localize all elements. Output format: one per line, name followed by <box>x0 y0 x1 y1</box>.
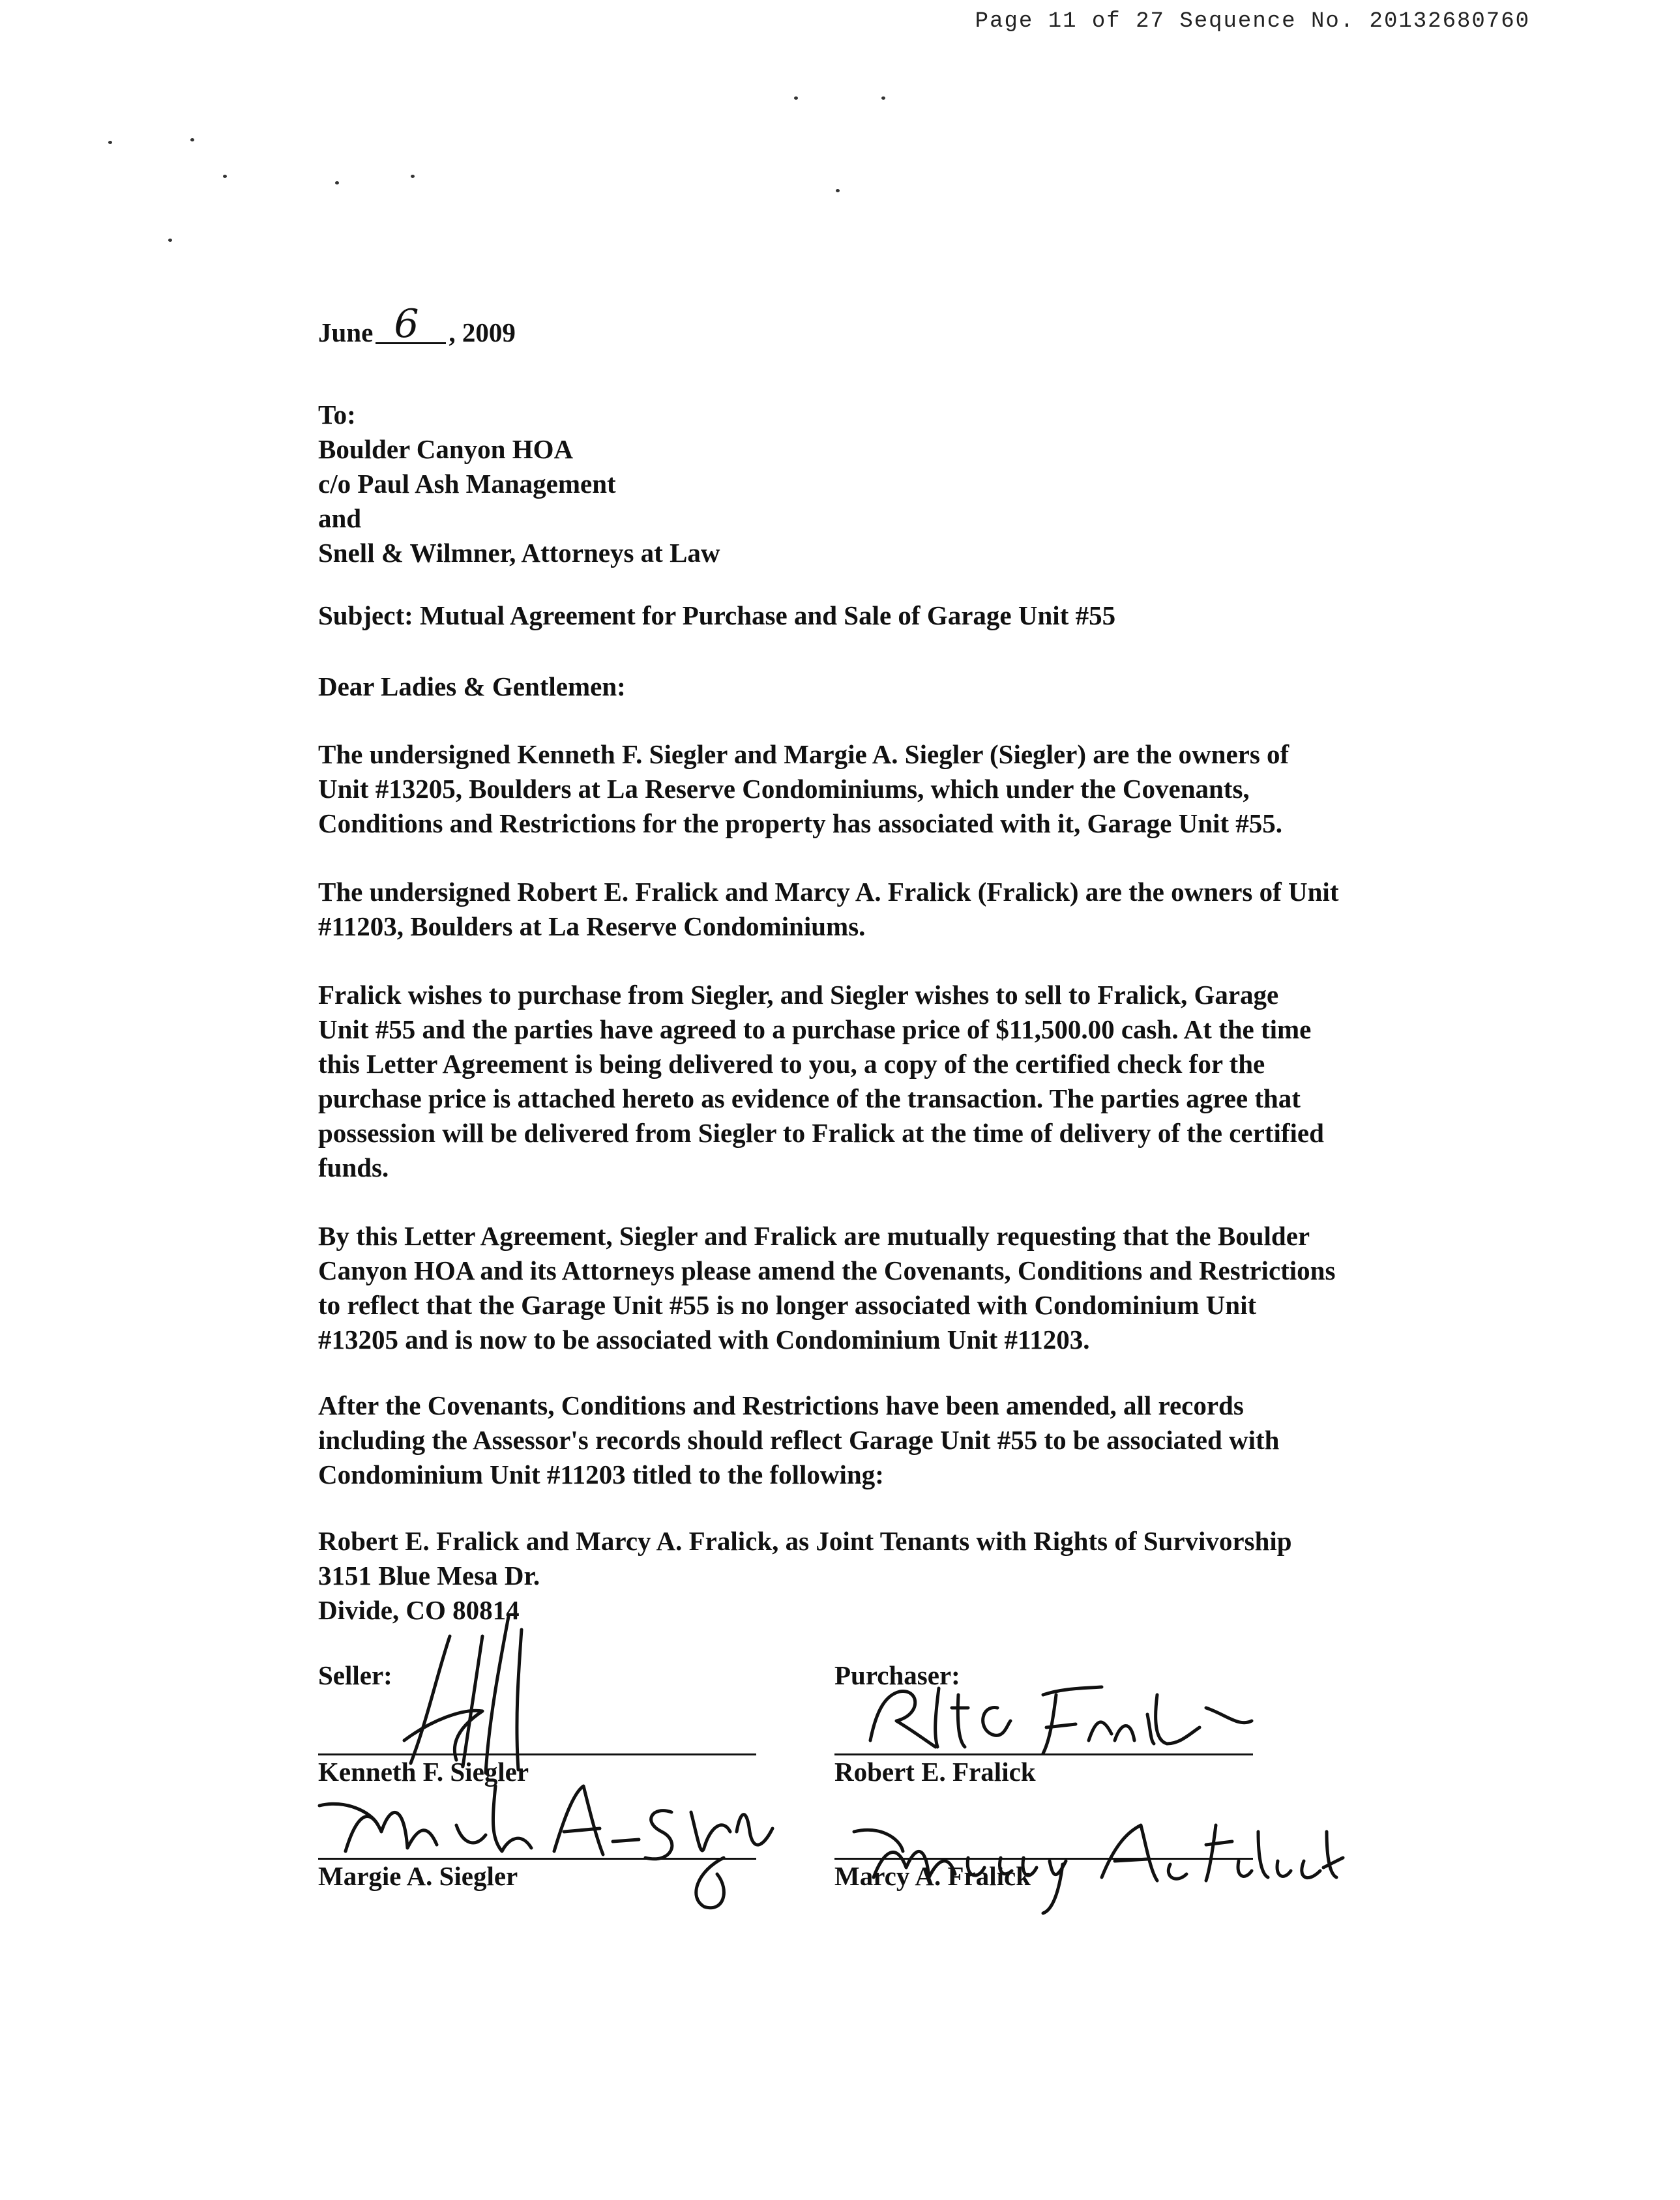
date-year: , 2009 <box>449 317 516 347</box>
salutation: Dear Ladies & Gentlemen: <box>318 671 626 701</box>
scan-speck <box>335 181 339 184</box>
paragraph-owners-siegler <box>318 737 1387 841</box>
date-day-blank <box>376 301 446 347</box>
scan-speck <box>190 138 194 141</box>
paragraph-line: including the Assessor's records should reflect Garage Unit #55 to be associated with <box>318 1425 1280 1455</box>
scan-speck <box>881 96 885 100</box>
paragraph-line: #13205 and is now to be associated with Condominium Unit #11203. <box>318 1325 1090 1355</box>
date-month: June <box>318 317 374 347</box>
paragraph-line: The undersigned Kenneth F. Siegler and Margie A. Siegler (Siegler) are the owners of <box>318 739 1289 769</box>
margie-siegler-signature <box>306 1767 776 1923</box>
scan-speck <box>108 141 112 144</box>
paragraph-purchase-terms <box>318 978 1387 1185</box>
recipient-line: and <box>318 503 362 533</box>
paragraph-line: The undersigned Robert E. Fralick and Marcy A. Fralick (Fralick) are the owners of Unit <box>318 877 1339 907</box>
paragraph-records <box>318 1388 1387 1492</box>
paragraph-line: Canyon HOA and its Attorneys please amend the Covenants, Conditions and Restrictions <box>318 1255 1336 1285</box>
purchaser-name-2: Marcy A. Fralick <box>834 1861 1031 1891</box>
paragraph-line: funds. <box>318 1152 389 1182</box>
paragraph-line: #11203, Boulders at La Reserve Condominiums. <box>318 911 866 941</box>
paragraph-line: purchase price is attached hereto as evidence of the transaction. The parties agree that <box>318 1083 1301 1113</box>
scan-speck <box>794 96 798 100</box>
scan-speck <box>168 239 172 242</box>
letter-date <box>318 301 516 350</box>
recipient-line: Boulder Canyon HOA <box>318 434 574 464</box>
scan-speck <box>411 175 415 178</box>
paragraph-line: Unit #13205, Boulders at La Reserve Condominiums, which under the Covenants, <box>318 774 1250 804</box>
purchaser-label: Purchaser: <box>834 1660 960 1690</box>
titled-to-line: Robert E. Fralick and Marcy A. Fralick, as Joint Tenants with Rights of Survivorship <box>318 1526 1292 1556</box>
scan-speck <box>223 175 227 178</box>
paragraph-line: possession will be delivered from Siegler to Fralick at the time of delivery of the certified <box>318 1118 1324 1148</box>
paragraph-line: Fralick wishes to purchase from Siegler, and Siegler wishes to sell to Fralick, Garage <box>318 980 1279 1010</box>
date-day-handwritten: 6 <box>394 301 419 347</box>
scan-speck <box>836 189 840 192</box>
kenneth-siegler-signature <box>352 1610 600 1780</box>
paragraph-amend-request <box>318 1219 1387 1357</box>
recipient-line: c/o Paul Ash Management <box>318 469 616 499</box>
titled-to-line: 3151 Blue Mesa Dr. <box>318 1561 540 1591</box>
recipient-line: To: <box>318 400 356 430</box>
paragraph-line: Condominium Unit #11203 titled to the following: <box>318 1459 884 1489</box>
subject-line: Subject: Mutual Agreement for Purchase and Sale of Garage Unit #55 <box>318 600 1116 630</box>
paragraph-line: After the Covenants, Conditions and Restrictions have been amended, all records <box>318 1390 1244 1420</box>
marcy-fralick-signature <box>841 1806 1349 1916</box>
recipient-line: Snell & Wilmner, Attorneys at Law <box>318 538 720 568</box>
paragraph-line: this Letter Agreement is being delivered to you, a copy of the certified check for the <box>318 1049 1265 1079</box>
page-header: Page 11 of 27 Sequence No. 20132680760 <box>975 9 1530 34</box>
paragraph-line: By this Letter Agreement, Siegler and Fralick are mutually requesting that the Boulder <box>318 1221 1310 1251</box>
paragraph-line: to reflect that the Garage Unit #55 is no longer associated with Condominium Unit <box>318 1290 1257 1320</box>
seller-name-1: Kenneth F. Siegler <box>318 1757 529 1787</box>
seller-name-2: Margie A. Siegler <box>318 1861 518 1891</box>
paragraph-owners-fralick <box>318 875 1387 944</box>
paragraph-line: Unit #55 and the parties have agreed to a purchase price of $11,500.00 cash. At the time <box>318 1014 1312 1044</box>
recipient-block <box>318 398 1387 570</box>
purchaser-name-1: Robert E. Fralick <box>834 1757 1036 1787</box>
paragraph-line: Conditions and Restrictions for the property has associated with it, Garage Unit #55. <box>318 808 1283 838</box>
robert-fralick-signature <box>861 1669 1265 1773</box>
seller-label: Seller: <box>318 1660 392 1690</box>
titled-to-line: Divide, CO 80814 <box>318 1595 520 1625</box>
